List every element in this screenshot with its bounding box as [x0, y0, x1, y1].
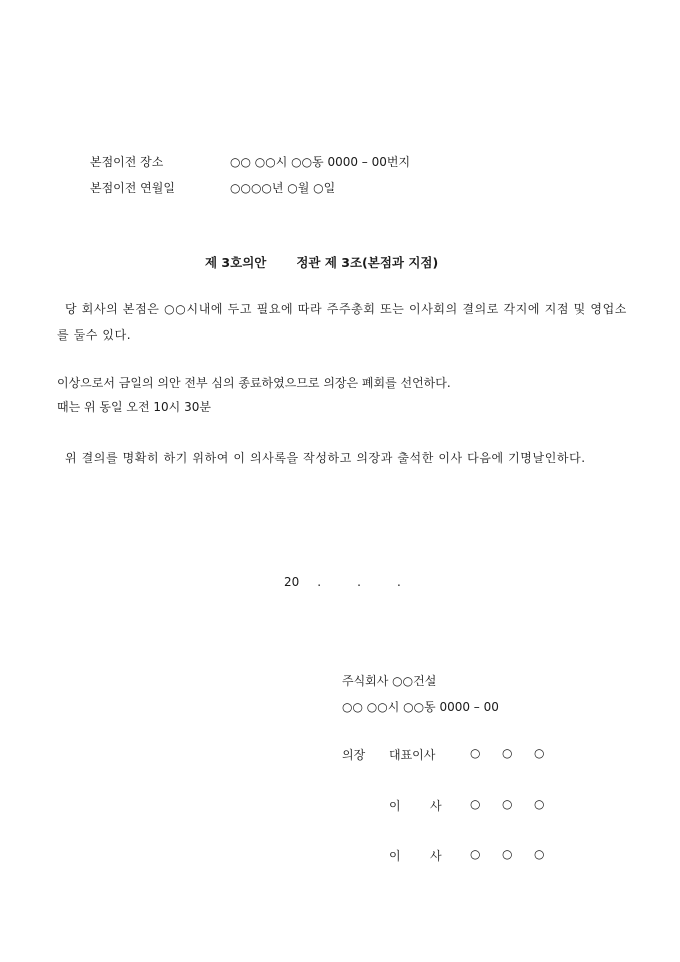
director-2-name-seal	[470, 847, 566, 861]
certification-paragraph: 위 결의를 명확히 하기 위하여 이 의사록을 작성하고 의장과 출석한 이사 다음에 기명날인하다.	[65, 451, 586, 465]
chair-name-char: ○	[502, 746, 513, 760]
director-1-name-seal	[470, 797, 566, 811]
director-2-name-char: ○	[502, 847, 513, 861]
date-dot-day: .	[357, 575, 361, 589]
article-paragraph: 당 회사의 본점은 ○○시내에 두고 필요에 따라 주주총회 또는 이사회의 결의로 각지에 지점 및 영업소를 둘수 있다.	[57, 302, 627, 342]
date-year: 20	[284, 575, 300, 589]
director-2-title-char-2: 사	[430, 849, 442, 863]
director-1-name-char: ○	[534, 797, 545, 811]
director-1-name-char: ○	[502, 797, 513, 811]
relocation-place-label: 본점이전 장소	[90, 155, 164, 169]
company-address: ○○ ○○시 ○○동 0000 – 00	[342, 700, 499, 714]
chair-name-seal	[470, 746, 566, 760]
chair-role: 의장	[342, 748, 366, 762]
closing-line-2: 때는 위 동일 오전 10시 30분	[57, 400, 211, 414]
relocation-date-value: ○○○○년 ○월 ○일	[230, 181, 336, 195]
date-line	[284, 575, 401, 589]
chair-name-char: ○	[534, 746, 545, 760]
date-dot-end: .	[396, 575, 401, 589]
director-1-title-char-1: 이	[389, 799, 401, 813]
relocation-place-value: ○○ ○○시 ○○동 0000 – 00번지	[230, 155, 411, 169]
director-1-name-char: ○	[470, 797, 481, 811]
chair-title: 대표이사	[389, 748, 436, 762]
director-2-title-char-1: 이	[389, 849, 401, 863]
director-1-title-char-2: 사	[430, 799, 442, 813]
agenda-title: 정관 제 3조(본점과 지점)	[296, 255, 439, 270]
closing-line-1: 이상으로서 금일의 의안 전부 심의 종료하였으므로 의장은 폐회를 선언하다.	[57, 376, 451, 390]
date-dot-month: .	[317, 575, 322, 589]
company-name: 주식회사 ○○건설	[342, 674, 437, 688]
chair-name-char: ○	[470, 746, 481, 760]
relocation-date-label: 본점이전 연월일	[90, 181, 175, 195]
agenda-heading	[205, 253, 438, 271]
director-2-name-char: ○	[534, 847, 545, 861]
agenda-number: 제 3호의안	[205, 255, 267, 270]
director-2-name-char: ○	[470, 847, 481, 861]
